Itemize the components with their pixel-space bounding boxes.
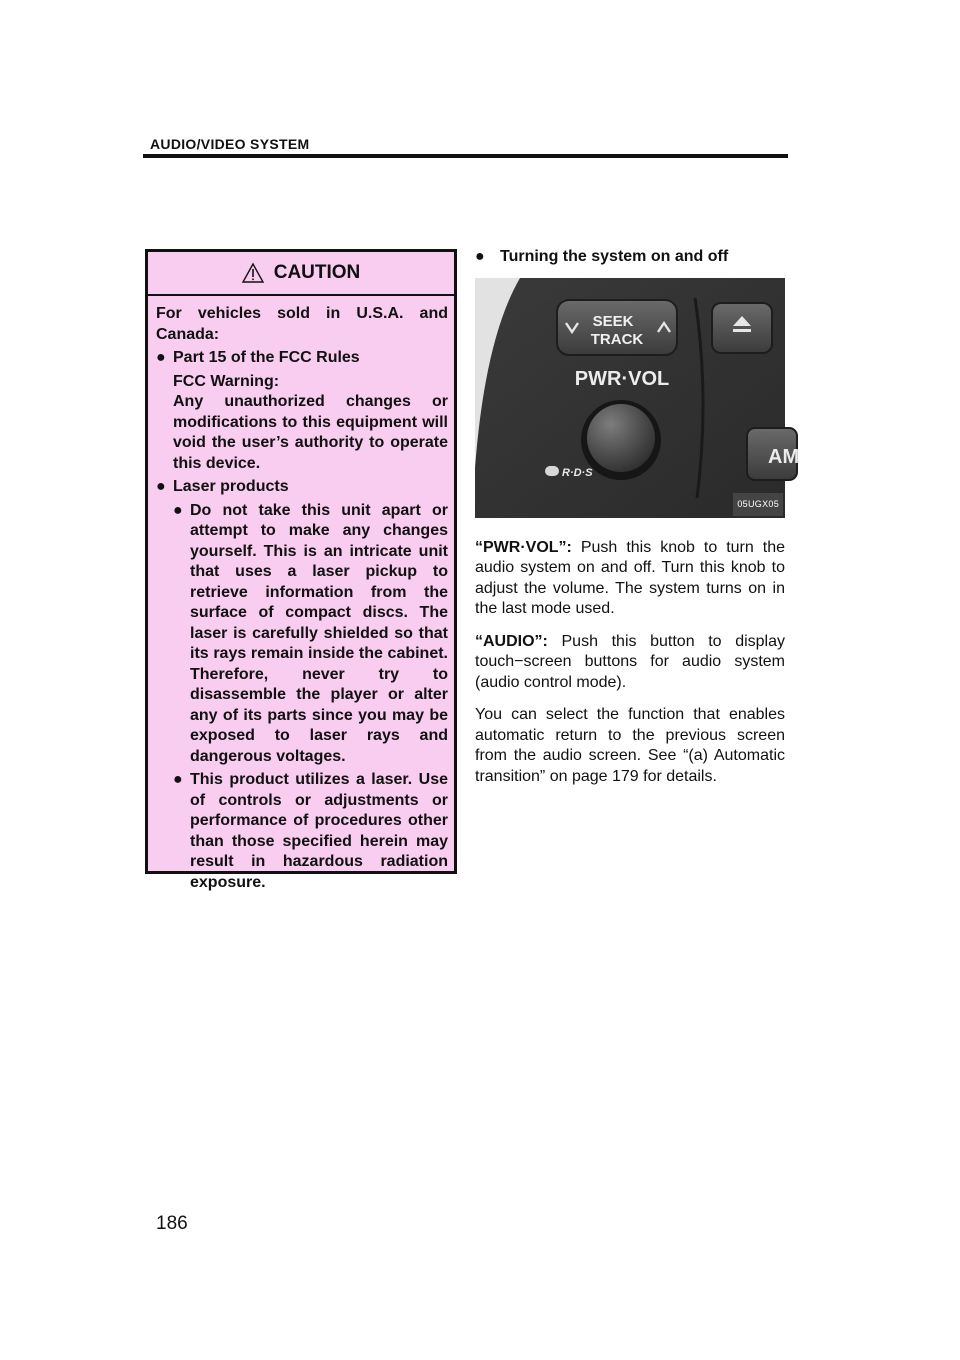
fcc-warning-text: Any unauthorized changes or modifications to this equipment will void the user’s authority to operate this device. <box>173 393 448 472</box>
fcc-warning-label: FCC Warning: <box>173 372 280 390</box>
bullet-icon: ● <box>173 501 183 519</box>
control-panel-photo <box>475 278 800 518</box>
pwr-vol-label: PWR·VOL <box>574 367 670 390</box>
rds-label: R·D·S <box>562 466 593 479</box>
fcc-bullet <box>156 348 448 369</box>
bullet-icon: ● <box>156 349 166 366</box>
laser-item-1 <box>156 501 448 768</box>
track-label: TRACK <box>590 330 644 348</box>
seek-label: SEEK <box>592 312 634 330</box>
bullet-icon: ● <box>173 771 183 788</box>
am-partial-label: AM <box>768 445 800 468</box>
section-heading <box>475 247 785 268</box>
caution-title: CAUTION <box>273 262 361 283</box>
section-header: AUDIO/VIDEO SYSTEM <box>150 136 310 152</box>
audio-paragraph <box>475 632 785 694</box>
caution-box <box>145 249 457 891</box>
section-heading-text: Turning the system on and off <box>500 248 729 265</box>
right-column <box>475 247 800 787</box>
auto-return-paragraph: You can select the function that enables automatic return to the previous screen from the audio screen. See “(a) Automatic transition” on page 179 for details. <box>475 706 785 785</box>
header-rule <box>143 154 788 158</box>
laser-bullet <box>156 477 448 498</box>
warning-triangle-icon <box>242 263 264 283</box>
laser-item-2-text: This product utilizes a laser. Use of controls or adjustments or performance of procedures other than those specified herein may result in hazardous radiation exposure. <box>190 771 448 891</box>
laser-item-1-text: Do not take this unit apart or attempt to make any changes yourself. This is an intricate unit that uses a laser pickup to retrieve information from the surface of compact discs. The laser is carefully shielded so that its rays remain inside the cabinet. Therefore, never try to disassemble the player or alter any of its parts since you may be exposed to laser rays and dangerous voltages. <box>190 501 448 765</box>
caution-header <box>148 252 454 296</box>
pwr-vol-desc: Push this knob to turn the audio system on and off. Turn this knob to adjust the volume. The system turns on in the last mode used. <box>475 538 785 617</box>
fcc-heading: Part 15 of the FCC Rules <box>173 349 360 366</box>
pwr-vol-term: “PWR·VOL”: <box>475 538 572 556</box>
pwr-vol-paragraph <box>475 538 785 620</box>
photo-code: 05UGX05 <box>733 493 783 516</box>
caution-intro: For vehicles sold in U.S.A. and Canada: <box>156 305 448 343</box>
fcc-warning <box>156 372 448 475</box>
laser-heading: Laser products <box>173 478 289 495</box>
caution-body <box>148 296 454 893</box>
audio-term: “AUDIO”: <box>475 632 548 650</box>
audio-desc: Push this button to display touch−screen buttons for audio system (audio control mode). <box>475 632 785 691</box>
bullet-icon: ● <box>156 478 166 495</box>
laser-item-2 <box>156 770 448 893</box>
bullet-icon: ● <box>475 248 485 265</box>
page-number: 186 <box>156 1213 188 1234</box>
